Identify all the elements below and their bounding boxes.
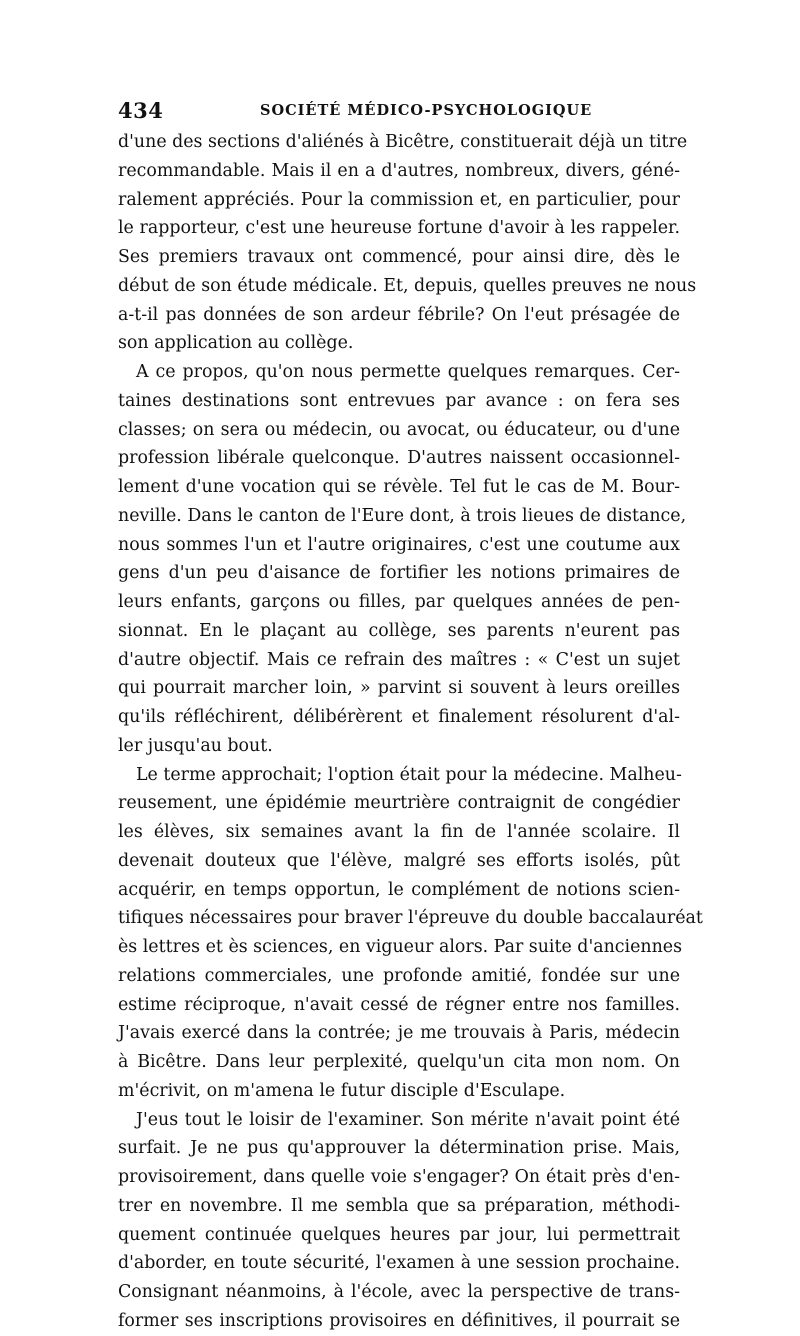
text-line: trer en novembre. Il me sembla que sa préparation, méthodi- bbox=[118, 1195, 680, 1216]
text-line: qui pourrait marcher loin, » parvint si souvent à leurs oreilles bbox=[118, 678, 680, 699]
text-line: les élèves, six semaines avant la fin de l'année scolaire. Il bbox=[118, 822, 680, 842]
text-line: ès lettres et ès sciences, en vigueur alors. Par suite d'anciennes bbox=[118, 937, 682, 957]
text-line: J'avais exercé dans la contrée; je me trouvais à Paris, médecin bbox=[118, 1023, 680, 1044]
text-line: devenait douteux que l'élève, malgré ses efforts isolés, pût bbox=[118, 850, 680, 871]
text-line: ler jusqu'au bout. bbox=[118, 735, 273, 756]
text-line: début de son étude médicale. Et, depuis, quelles preuves ne nous bbox=[118, 275, 697, 296]
text-line: d'autre objectif. Mais ce refrain des maîtres : « C'est un sujet bbox=[118, 649, 680, 670]
text-line: gens d'un peu d'aisance de fortifier les notions primaires de bbox=[118, 563, 680, 584]
text-line: Ses premiers travaux ont commencé, pour ainsi dire, dès le bbox=[118, 247, 680, 267]
running-title: SOCIÉTÉ MÉDICO-PSYCHOLOGIQUE bbox=[260, 102, 593, 119]
text-line: Le terme approchait; l'option était pour la médecine. Malheu- bbox=[136, 764, 682, 785]
text-line: à Bicêtre. Dans leur perplexité, quelqu'un cita mon nom. On bbox=[118, 1052, 680, 1072]
text-line: recommandable. Mais il en a d'autres, nombreux, divers, géné- bbox=[118, 160, 680, 181]
text-line: lement d'une vocation qui se révèle. Tel fut le cas de M. Bour- bbox=[118, 477, 680, 497]
text-line: qu'ils réfléchirent, délibérèrent et finalement résolurent d'al- bbox=[118, 707, 680, 727]
text-line: reusement, une épidémie meurtrière contraignit de congédier bbox=[118, 793, 680, 814]
text-line: m'écrivit, on m'amena le futur disciple d'Esculape. bbox=[118, 1080, 566, 1101]
text-line: quement continuée quelques heures par jour, lui permettrait bbox=[118, 1224, 680, 1245]
text-line: former ses inscriptions provisoires en définitives, il pourrait se bbox=[118, 1310, 680, 1331]
text-line: surfait. Je ne pus qu'approuver la détermination prise. Mais, bbox=[118, 1138, 680, 1159]
page-number: 434 bbox=[118, 98, 164, 123]
text-line: nous sommes l'un et l'autre originaires, c'est une coutume aux bbox=[118, 534, 680, 555]
page-header bbox=[118, 98, 680, 122]
text-line: d'aborder, en toute sécurité, l'examen à une session prochaine. bbox=[118, 1253, 680, 1274]
text-line: neville. Dans le canton de l'Eure dont, à trois lieues de distance, bbox=[118, 505, 687, 526]
text-line: Consignant néanmoins, à l'école, avec la perspective de trans- bbox=[118, 1282, 680, 1302]
text-line: A ce propos, qu'on nous permette quelques remarques. Cer- bbox=[136, 362, 680, 382]
text-line: relations commerciales, une profonde amitié, fondée sur une bbox=[118, 965, 680, 986]
text-line: d'une des sections d'aliénés à Bicêtre, constituerait déjà un titre bbox=[118, 132, 688, 152]
text-line: J'eus tout le loisir de l'examiner. Son mérite n'avait point été bbox=[136, 1109, 680, 1130]
text-line: estime réciproque, n'avait cessé de régner entre nos familles. bbox=[118, 994, 680, 1015]
text-line: son application au collège. bbox=[118, 333, 354, 354]
text-line: a-t-il pas données de son ardeur fébrile? On l'eut présagée de bbox=[118, 304, 680, 325]
text-line: sionnat. En le plaçant au collège, ses parents n'eurent pas bbox=[118, 620, 680, 641]
body-text bbox=[118, 128, 703, 1336]
text-line: profession libérale quelconque. D'autres naissent occasionnel- bbox=[118, 448, 680, 469]
text-line: acquérir, en temps opportun, le complément de notions scien- bbox=[118, 879, 680, 900]
text-line: taines destinations sont entrevues par avance : on fera ses bbox=[118, 390, 680, 411]
text-line: leurs enfants, garçons ou filles, par quelques années de pen- bbox=[118, 592, 680, 612]
text-line: le rapporteur, c'est une heureuse fortune d'avoir à les rappeler. bbox=[118, 218, 680, 239]
text-line: provisoirement, dans quelle voie s'engager? On était près d'en- bbox=[118, 1167, 680, 1187]
text-line: tifiques nécessaires pour braver l'épreuve du double baccalauréat bbox=[118, 908, 703, 929]
text-line: classes; on sera ou médecin, ou avocat, ou éducateur, ou d'une bbox=[118, 419, 680, 440]
text-line: ralement appréciés. Pour la commission et, en particulier, pour bbox=[118, 189, 680, 210]
